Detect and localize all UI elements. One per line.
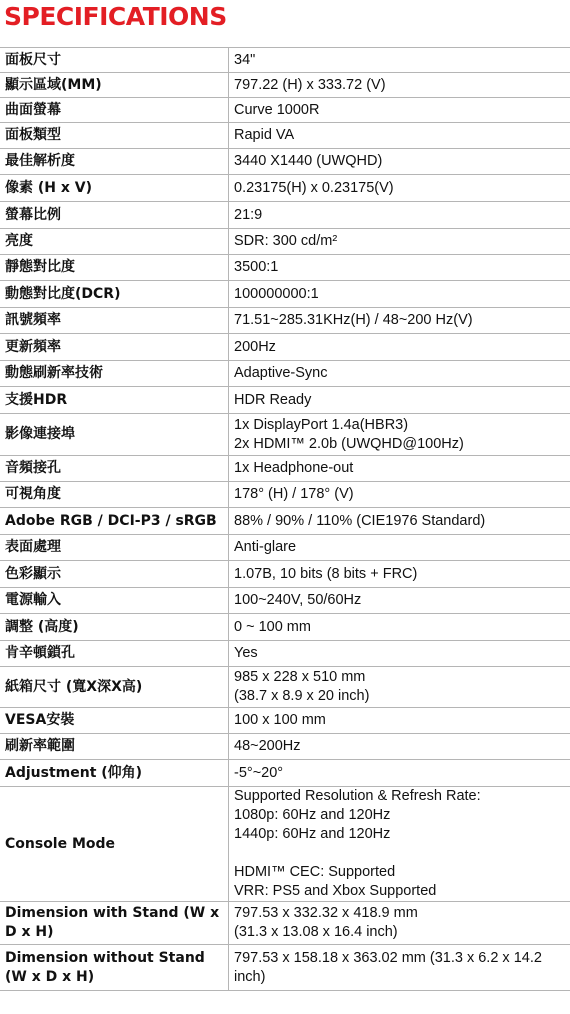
spec-value: Anti-glare: [229, 535, 570, 561]
spec-row: [0, 175, 570, 202]
spec-value: 797.53 x 332.32 x 418.9 mm (31.3 x 13.08 x 16.4 inch): [229, 902, 570, 945]
spec-value: 88% / 90% / 110% (CIE1976 Standard): [229, 508, 570, 535]
spec-row: [0, 614, 570, 641]
spec-label: 支援HDR: [0, 387, 229, 414]
spec-row: [0, 902, 570, 945]
spec-label: Dimension without Stand (W x D x H): [0, 945, 229, 991]
spec-row: [0, 667, 570, 708]
spec-label: 靜態對比度: [0, 255, 229, 281]
spec-label: 訊號頻率: [0, 308, 229, 334]
spec-value: 100000000:1: [229, 281, 570, 308]
spec-label: 更新頻率: [0, 334, 229, 361]
spec-row: [0, 482, 570, 508]
spec-value: 797.22 (H) x 333.72 (V): [229, 73, 570, 98]
spec-row: [0, 945, 570, 991]
spec-row: [0, 334, 570, 361]
spec-label: 像素 (H x V): [0, 175, 229, 202]
spec-row: [0, 48, 570, 73]
spec-label: 面板類型: [0, 123, 229, 149]
spec-row: [0, 561, 570, 588]
spec-value: HDR Ready: [229, 387, 570, 414]
spec-label: 可視角度: [0, 482, 229, 508]
spec-row: [0, 98, 570, 123]
spec-value: 34": [229, 48, 570, 73]
spec-label: VESA安裝: [0, 708, 229, 734]
spec-label: 曲面螢幕: [0, 98, 229, 123]
spec-value: 1.07B, 10 bits (8 bits + FRC): [229, 561, 570, 588]
spec-row: [0, 387, 570, 414]
spec-row: [0, 73, 570, 98]
spec-row: [0, 708, 570, 734]
spec-value: Supported Resolution & Refresh Rate: 1080p: 60Hz and 120Hz 1440p: 60Hz and 120Hz HDMI™ CEC: Supported VRR: PS5 and Xbox Supported: [229, 787, 570, 902]
spec-row: [0, 202, 570, 229]
spec-value: 3440 X1440 (UWQHD): [229, 149, 570, 175]
spec-value: 21:9: [229, 202, 570, 229]
spec-value: Yes: [229, 641, 570, 667]
spec-value: Curve 1000R: [229, 98, 570, 123]
spec-row: [0, 641, 570, 667]
spec-row: [0, 588, 570, 614]
spec-value: 3500:1: [229, 255, 570, 281]
spec-label: 影像連接埠: [0, 414, 229, 456]
spec-row: [0, 760, 570, 787]
spec-label: 動態對比度(DCR): [0, 281, 229, 308]
spec-value: 1x DisplayPort 1.4a(HBR3) 2x HDMI™ 2.0b (UWQHD@100Hz): [229, 414, 570, 456]
spec-label: 最佳解析度: [0, 149, 229, 175]
spec-value: 71.51~285.31KHz(H) / 48~200 Hz(V): [229, 308, 570, 334]
spec-value: 797.53 x 158.18 x 363.02 mm (31.3 x 6.2 x 14.2 inch): [229, 945, 570, 991]
spec-label: 電源輸入: [0, 588, 229, 614]
spec-row: [0, 414, 570, 456]
spec-row: [0, 787, 570, 902]
spec-value: 48~200Hz: [229, 734, 570, 760]
spec-label: 調整 (高度): [0, 614, 229, 641]
spec-table: [0, 47, 570, 991]
spec-value: 100~240V, 50/60Hz: [229, 588, 570, 614]
spec-label: Console Mode: [0, 787, 229, 902]
spec-value: 985 x 228 x 510 mm (38.7 x 8.9 x 20 inch): [229, 667, 570, 708]
spec-label: Adobe RGB / DCI-P3 / sRGB: [0, 508, 229, 535]
spec-value: Adaptive-Sync: [229, 361, 570, 387]
spec-value: 100 x 100 mm: [229, 708, 570, 734]
spec-label: 色彩顯示: [0, 561, 229, 588]
spec-value: 0 ~ 100 mm: [229, 614, 570, 641]
spec-value: 200Hz: [229, 334, 570, 361]
spec-label: Adjustment (仰角): [0, 760, 229, 787]
spec-row: [0, 123, 570, 149]
spec-row: [0, 508, 570, 535]
spec-row: [0, 308, 570, 334]
spec-row: [0, 281, 570, 308]
spec-label: 表面處理: [0, 535, 229, 561]
spec-label: 亮度: [0, 229, 229, 255]
spec-row: [0, 255, 570, 281]
spec-label: 螢幕比例: [0, 202, 229, 229]
spec-label: 肯辛頓鎖孔: [0, 641, 229, 667]
spec-value: -5°~20°: [229, 760, 570, 787]
spec-label: 動態刷新率技術: [0, 361, 229, 387]
page-title: SPECIFICATIONS: [4, 2, 227, 31]
spec-label: 紙箱尺寸 (寬X深X高): [0, 667, 229, 708]
spec-row: [0, 456, 570, 482]
spec-row: [0, 149, 570, 175]
spec-row: [0, 229, 570, 255]
spec-row: [0, 734, 570, 760]
spec-label: 面板尺寸: [0, 48, 229, 73]
spec-value: SDR: 300 cd/m²: [229, 229, 570, 255]
spec-value: 0.23175(H) x 0.23175(V): [229, 175, 570, 202]
spec-label: 刷新率範圍: [0, 734, 229, 760]
spec-row: [0, 361, 570, 387]
spec-value: 1x Headphone-out: [229, 456, 570, 482]
spec-label: 音頻接孔: [0, 456, 229, 482]
spec-label: Dimension with Stand (W x D x H): [0, 902, 229, 945]
spec-label: 顯示區域(MM): [0, 73, 229, 98]
spec-value: Rapid VA: [229, 123, 570, 149]
spec-row: [0, 535, 570, 561]
spec-value: 178° (H) / 178° (V): [229, 482, 570, 508]
